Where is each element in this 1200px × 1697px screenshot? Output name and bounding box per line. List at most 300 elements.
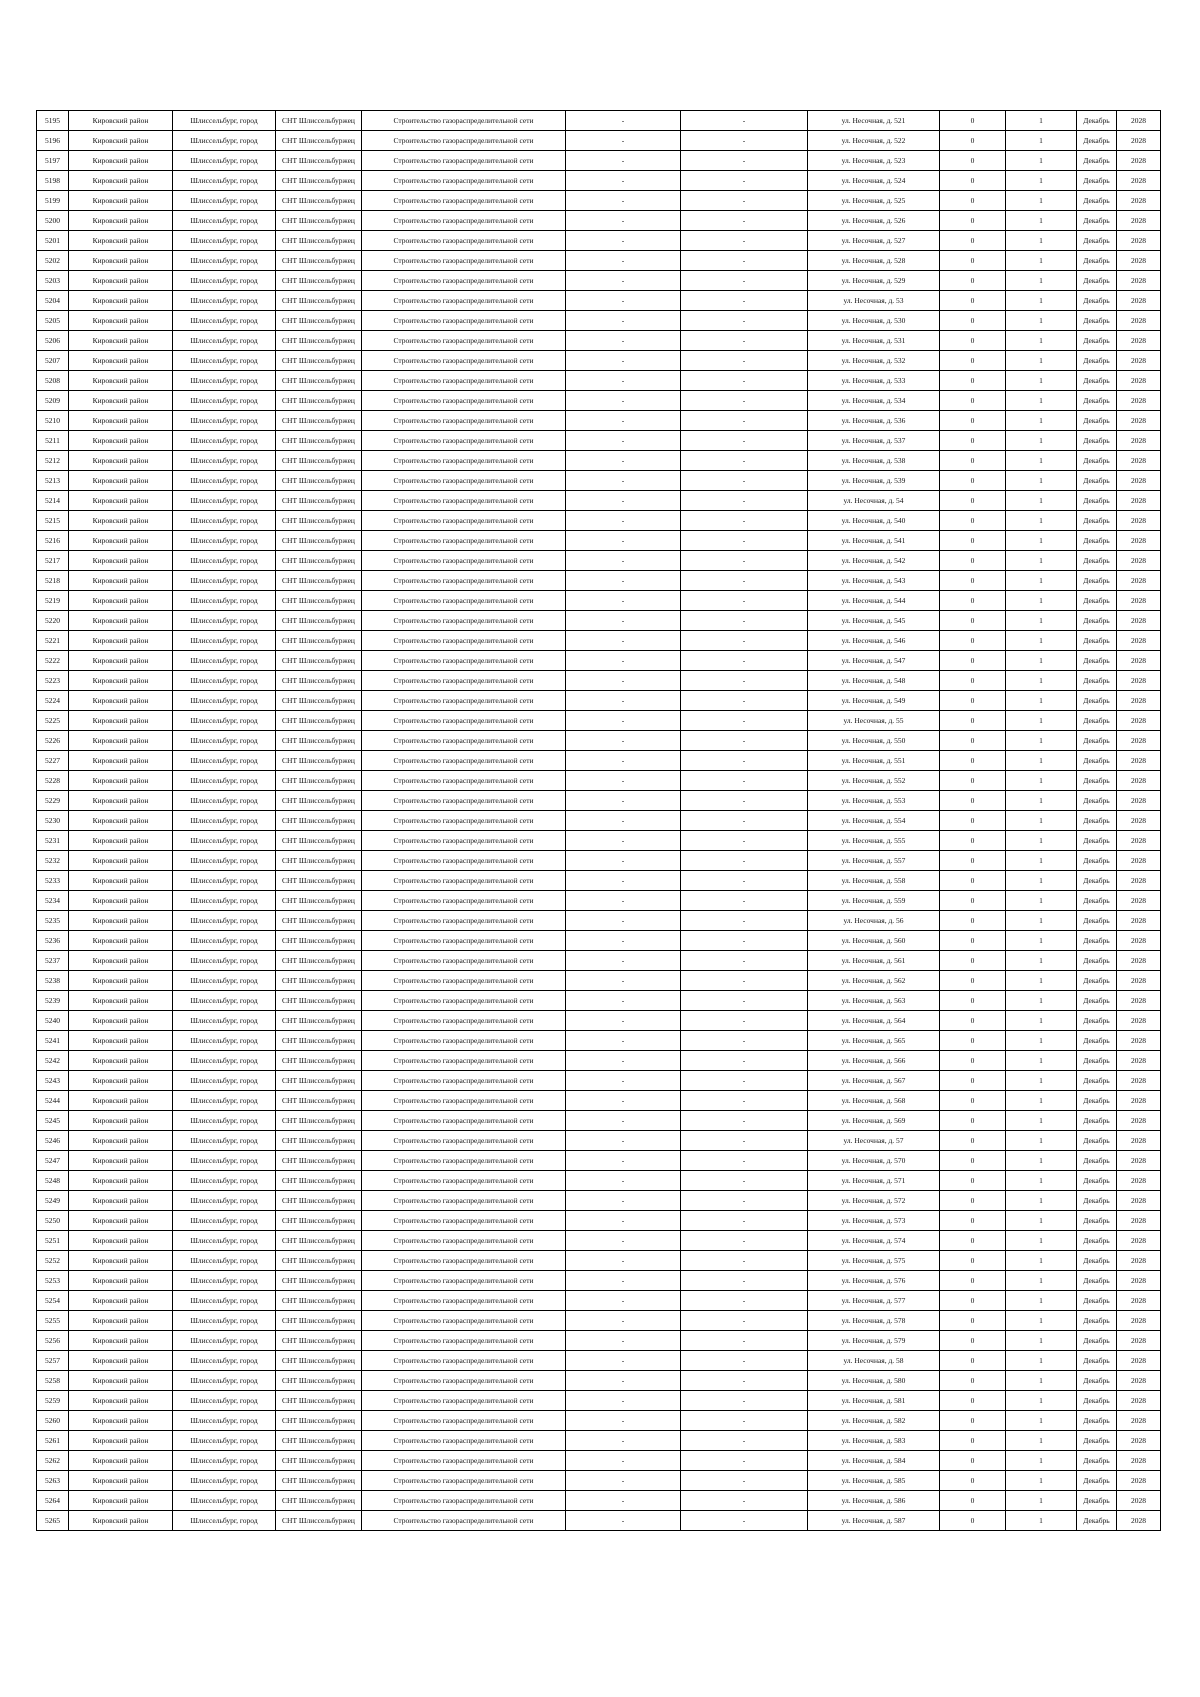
row-number-cell: 5263 bbox=[37, 1471, 69, 1491]
month-cell: Декабрь bbox=[1077, 1251, 1117, 1271]
month-cell: Декабрь bbox=[1077, 1151, 1117, 1171]
locality-cell: Шлиссельбург, город bbox=[173, 191, 276, 211]
column-6-cell: - bbox=[566, 511, 681, 531]
row-number-cell: 5214 bbox=[37, 491, 69, 511]
work-type-cell: Строительство газораспределительной сети bbox=[362, 731, 566, 751]
table-row bbox=[37, 1511, 1161, 1531]
column-6-cell: - bbox=[566, 451, 681, 471]
address-cell: ул. Несочная, д. 561 bbox=[808, 951, 940, 971]
table-row bbox=[37, 1151, 1161, 1171]
column-7-cell: - bbox=[681, 811, 808, 831]
column-10-cell: 1 bbox=[1006, 1231, 1077, 1251]
work-type-cell: Строительство газораспределительной сети bbox=[362, 651, 566, 671]
table-row bbox=[37, 231, 1161, 251]
row-number-cell: 5244 bbox=[37, 1091, 69, 1111]
address-cell: ул. Несочная, д. 551 bbox=[808, 751, 940, 771]
address-cell: ул. Несочная, д. 575 bbox=[808, 1251, 940, 1271]
table-body bbox=[37, 111, 1161, 1531]
address-cell: ул. Несочная, д. 55 bbox=[808, 711, 940, 731]
column-7-cell: - bbox=[681, 211, 808, 231]
column-7-cell: - bbox=[681, 1351, 808, 1371]
month-cell: Декабрь bbox=[1077, 391, 1117, 411]
year-cell: 2028 bbox=[1117, 171, 1161, 191]
district-cell: Кировский район bbox=[69, 211, 173, 231]
table-row bbox=[37, 871, 1161, 891]
column-10-cell: 1 bbox=[1006, 871, 1077, 891]
year-cell: 2028 bbox=[1117, 1271, 1161, 1291]
year-cell: 2028 bbox=[1117, 1191, 1161, 1211]
year-cell: 2028 bbox=[1117, 351, 1161, 371]
column-10-cell: 1 bbox=[1006, 851, 1077, 871]
work-type-cell: Строительство газораспределительной сети bbox=[362, 1131, 566, 1151]
column-10-cell: 1 bbox=[1006, 971, 1077, 991]
column-6-cell: - bbox=[566, 171, 681, 191]
address-cell: ул. Несочная, д. 521 bbox=[808, 111, 940, 131]
work-type-cell: Строительство газораспределительной сети bbox=[362, 431, 566, 451]
year-cell: 2028 bbox=[1117, 391, 1161, 411]
row-number-cell: 5222 bbox=[37, 651, 69, 671]
column-10-cell: 1 bbox=[1006, 1251, 1077, 1271]
column-10-cell: 1 bbox=[1006, 1071, 1077, 1091]
locality-cell: Шлиссельбург, город bbox=[173, 511, 276, 531]
column-10-cell: 1 bbox=[1006, 311, 1077, 331]
month-cell: Декабрь bbox=[1077, 751, 1117, 771]
column-7-cell: - bbox=[681, 951, 808, 971]
table-row bbox=[37, 551, 1161, 571]
column-9-cell: 0 bbox=[940, 751, 1006, 771]
address-cell: ул. Несочная, д. 580 bbox=[808, 1371, 940, 1391]
month-cell: Декабрь bbox=[1077, 411, 1117, 431]
work-type-cell: Строительство газораспределительной сети bbox=[362, 691, 566, 711]
owner-cell: СНТ Шлиссельбуржец bbox=[276, 651, 362, 671]
year-cell: 2028 bbox=[1117, 811, 1161, 831]
district-cell: Кировский район bbox=[69, 531, 173, 551]
locality-cell: Шлиссельбург, город bbox=[173, 1071, 276, 1091]
column-9-cell: 0 bbox=[940, 711, 1006, 731]
address-cell: ул. Несочная, д. 540 bbox=[808, 511, 940, 531]
district-cell: Кировский район bbox=[69, 1511, 173, 1531]
table-row bbox=[37, 811, 1161, 831]
table-row bbox=[37, 1371, 1161, 1391]
district-cell: Кировский район bbox=[69, 1391, 173, 1411]
address-cell: ул. Несочная, д. 572 bbox=[808, 1191, 940, 1211]
owner-cell: СНТ Шлиссельбуржец bbox=[276, 1231, 362, 1251]
column-10-cell: 1 bbox=[1006, 531, 1077, 551]
owner-cell: СНТ Шлиссельбуржец bbox=[276, 1351, 362, 1371]
month-cell: Декабрь bbox=[1077, 1471, 1117, 1491]
year-cell: 2028 bbox=[1117, 211, 1161, 231]
column-10-cell: 1 bbox=[1006, 1131, 1077, 1151]
year-cell: 2028 bbox=[1117, 1411, 1161, 1431]
district-cell: Кировский район bbox=[69, 771, 173, 791]
column-10-cell: 1 bbox=[1006, 511, 1077, 531]
column-9-cell: 0 bbox=[940, 871, 1006, 891]
row-number-cell: 5197 bbox=[37, 151, 69, 171]
column-10-cell: 1 bbox=[1006, 1371, 1077, 1391]
address-cell: ул. Несочная, д. 560 bbox=[808, 931, 940, 951]
district-cell: Кировский район bbox=[69, 1051, 173, 1071]
owner-cell: СНТ Шлиссельбуржец bbox=[276, 211, 362, 231]
table-row bbox=[37, 1471, 1161, 1491]
column-10-cell: 1 bbox=[1006, 351, 1077, 371]
column-10-cell: 1 bbox=[1006, 1051, 1077, 1071]
district-cell: Кировский район bbox=[69, 111, 173, 131]
column-7-cell: - bbox=[681, 331, 808, 351]
column-7-cell: - bbox=[681, 791, 808, 811]
address-cell: ул. Несочная, д. 526 bbox=[808, 211, 940, 231]
column-6-cell: - bbox=[566, 831, 681, 851]
address-cell: ул. Несочная, д. 584 bbox=[808, 1451, 940, 1471]
district-cell: Кировский район bbox=[69, 351, 173, 371]
work-type-cell: Строительство газораспределительной сети bbox=[362, 1511, 566, 1531]
year-cell: 2028 bbox=[1117, 551, 1161, 571]
owner-cell: СНТ Шлиссельбуржец bbox=[276, 111, 362, 131]
row-number-cell: 5262 bbox=[37, 1451, 69, 1471]
table-row bbox=[37, 1051, 1161, 1071]
work-type-cell: Строительство газораспределительной сети bbox=[362, 671, 566, 691]
column-6-cell: - bbox=[566, 1171, 681, 1191]
district-cell: Кировский район bbox=[69, 1371, 173, 1391]
district-cell: Кировский район bbox=[69, 231, 173, 251]
year-cell: 2028 bbox=[1117, 1431, 1161, 1451]
month-cell: Декабрь bbox=[1077, 771, 1117, 791]
locality-cell: Шлиссельбург, город bbox=[173, 1451, 276, 1471]
column-7-cell: - bbox=[681, 1371, 808, 1391]
row-number-cell: 5247 bbox=[37, 1151, 69, 1171]
column-6-cell: - bbox=[566, 811, 681, 831]
column-7-cell: - bbox=[681, 571, 808, 591]
year-cell: 2028 bbox=[1117, 1311, 1161, 1331]
table-row bbox=[37, 771, 1161, 791]
owner-cell: СНТ Шлиссельбуржец bbox=[276, 151, 362, 171]
table-row bbox=[37, 1251, 1161, 1271]
column-10-cell: 1 bbox=[1006, 1311, 1077, 1331]
month-cell: Декабрь bbox=[1077, 191, 1117, 211]
owner-cell: СНТ Шлиссельбуржец bbox=[276, 251, 362, 271]
address-cell: ул. Несочная, д. 585 bbox=[808, 1471, 940, 1491]
district-cell: Кировский район bbox=[69, 1131, 173, 1151]
address-cell: ул. Несочная, д. 557 bbox=[808, 851, 940, 871]
column-6-cell: - bbox=[566, 1011, 681, 1031]
owner-cell: СНТ Шлиссельбуржец bbox=[276, 1371, 362, 1391]
table-row bbox=[37, 731, 1161, 751]
year-cell: 2028 bbox=[1117, 671, 1161, 691]
work-type-cell: Строительство газораспределительной сети bbox=[362, 911, 566, 931]
locality-cell: Шлиссельбург, город bbox=[173, 1351, 276, 1371]
table-row bbox=[37, 1351, 1161, 1371]
locality-cell: Шлиссельбург, город bbox=[173, 251, 276, 271]
row-number-cell: 5216 bbox=[37, 531, 69, 551]
locality-cell: Шлиссельбург, город bbox=[173, 951, 276, 971]
column-10-cell: 1 bbox=[1006, 471, 1077, 491]
column-6-cell: - bbox=[566, 591, 681, 611]
locality-cell: Шлиссельбург, город bbox=[173, 1391, 276, 1411]
column-9-cell: 0 bbox=[940, 131, 1006, 151]
district-cell: Кировский район bbox=[69, 1231, 173, 1251]
address-cell: ул. Несочная, д. 543 bbox=[808, 571, 940, 591]
owner-cell: СНТ Шлиссельбуржец bbox=[276, 331, 362, 351]
district-cell: Кировский район bbox=[69, 731, 173, 751]
owner-cell: СНТ Шлиссельбуржец bbox=[276, 1171, 362, 1191]
district-cell: Кировский район bbox=[69, 671, 173, 691]
district-cell: Кировский район bbox=[69, 491, 173, 511]
row-number-cell: 5264 bbox=[37, 1491, 69, 1511]
row-number-cell: 5217 bbox=[37, 551, 69, 571]
table-row bbox=[37, 491, 1161, 511]
column-6-cell: - bbox=[566, 151, 681, 171]
year-cell: 2028 bbox=[1117, 631, 1161, 651]
work-type-cell: Строительство газораспределительной сети bbox=[362, 331, 566, 351]
district-cell: Кировский район bbox=[69, 1311, 173, 1331]
address-cell: ул. Несочная, д. 542 bbox=[808, 551, 940, 571]
row-number-cell: 5224 bbox=[37, 691, 69, 711]
locality-cell: Шлиссельбург, город bbox=[173, 291, 276, 311]
column-10-cell: 1 bbox=[1006, 1431, 1077, 1451]
work-type-cell: Строительство газораспределительной сети bbox=[362, 111, 566, 131]
year-cell: 2028 bbox=[1117, 371, 1161, 391]
table-row bbox=[37, 1011, 1161, 1031]
column-6-cell: - bbox=[566, 431, 681, 451]
column-9-cell: 0 bbox=[940, 211, 1006, 231]
work-type-cell: Строительство газораспределительной сети bbox=[362, 631, 566, 651]
row-number-cell: 5221 bbox=[37, 631, 69, 651]
column-7-cell: - bbox=[681, 351, 808, 371]
column-7-cell: - bbox=[681, 1451, 808, 1471]
row-number-cell: 5233 bbox=[37, 871, 69, 891]
column-6-cell: - bbox=[566, 711, 681, 731]
year-cell: 2028 bbox=[1117, 891, 1161, 911]
locality-cell: Шлиссельбург, город bbox=[173, 391, 276, 411]
address-cell: ул. Несочная, д. 583 bbox=[808, 1431, 940, 1451]
district-cell: Кировский район bbox=[69, 751, 173, 771]
work-type-cell: Строительство газораспределительной сети bbox=[362, 251, 566, 271]
locality-cell: Шлиссельбург, город bbox=[173, 1291, 276, 1311]
month-cell: Декабрь bbox=[1077, 1411, 1117, 1431]
address-cell: ул. Несочная, д. 565 bbox=[808, 1031, 940, 1051]
table-row bbox=[37, 831, 1161, 851]
column-7-cell: - bbox=[681, 271, 808, 291]
owner-cell: СНТ Шлиссельбуржец bbox=[276, 231, 362, 251]
address-cell: ул. Несочная, д. 571 bbox=[808, 1171, 940, 1191]
work-type-cell: Строительство газораспределительной сети bbox=[362, 271, 566, 291]
work-type-cell: Строительство газораспределительной сети bbox=[362, 1451, 566, 1471]
district-cell: Кировский район bbox=[69, 431, 173, 451]
column-7-cell: - bbox=[681, 851, 808, 871]
column-10-cell: 1 bbox=[1006, 1511, 1077, 1531]
district-cell: Кировский район bbox=[69, 1351, 173, 1371]
owner-cell: СНТ Шлиссельбуржец bbox=[276, 431, 362, 451]
year-cell: 2028 bbox=[1117, 591, 1161, 611]
column-9-cell: 0 bbox=[940, 151, 1006, 171]
column-9-cell: 0 bbox=[940, 691, 1006, 711]
owner-cell: СНТ Шлиссельбуржец bbox=[276, 1251, 362, 1271]
column-6-cell: - bbox=[566, 1111, 681, 1131]
column-7-cell: - bbox=[681, 611, 808, 631]
month-cell: Декабрь bbox=[1077, 311, 1117, 331]
table-row bbox=[37, 571, 1161, 591]
row-number-cell: 5198 bbox=[37, 171, 69, 191]
locality-cell: Шлиссельбург, город bbox=[173, 631, 276, 651]
locality-cell: Шлиссельбург, город bbox=[173, 971, 276, 991]
row-number-cell: 5230 bbox=[37, 811, 69, 831]
address-cell: ул. Несочная, д. 563 bbox=[808, 991, 940, 1011]
month-cell: Декабрь bbox=[1077, 1031, 1117, 1051]
column-10-cell: 1 bbox=[1006, 651, 1077, 671]
address-cell: ул. Несочная, д. 546 bbox=[808, 631, 940, 651]
table-row bbox=[37, 1271, 1161, 1291]
locality-cell: Шлиссельбург, город bbox=[173, 1491, 276, 1511]
work-type-cell: Строительство газораспределительной сети bbox=[362, 971, 566, 991]
column-6-cell: - bbox=[566, 951, 681, 971]
address-cell: ул. Несочная, д. 58 bbox=[808, 1351, 940, 1371]
column-9-cell: 0 bbox=[940, 1211, 1006, 1231]
address-cell: ул. Несочная, д. 553 bbox=[808, 791, 940, 811]
gas-network-table bbox=[36, 110, 1161, 1531]
column-7-cell: - bbox=[681, 871, 808, 891]
work-type-cell: Строительство газораспределительной сети bbox=[362, 1071, 566, 1091]
column-6-cell: - bbox=[566, 771, 681, 791]
locality-cell: Шлиссельбург, город bbox=[173, 791, 276, 811]
column-7-cell: - bbox=[681, 131, 808, 151]
month-cell: Декабрь bbox=[1077, 991, 1117, 1011]
column-7-cell: - bbox=[681, 511, 808, 531]
owner-cell: СНТ Шлиссельбуржец bbox=[276, 1031, 362, 1051]
column-7-cell: - bbox=[681, 1391, 808, 1411]
work-type-cell: Строительство газораспределительной сети bbox=[362, 1251, 566, 1271]
month-cell: Декабрь bbox=[1077, 891, 1117, 911]
year-cell: 2028 bbox=[1117, 991, 1161, 1011]
work-type-cell: Строительство газораспределительной сети bbox=[362, 411, 566, 431]
district-cell: Кировский район bbox=[69, 991, 173, 1011]
month-cell: Декабрь bbox=[1077, 951, 1117, 971]
work-type-cell: Строительство газораспределительной сети bbox=[362, 1291, 566, 1311]
column-6-cell: - bbox=[566, 1331, 681, 1351]
table-row bbox=[37, 511, 1161, 531]
month-cell: Декабрь bbox=[1077, 1291, 1117, 1311]
address-cell: ул. Несочная, д. 576 bbox=[808, 1271, 940, 1291]
district-cell: Кировский район bbox=[69, 1291, 173, 1311]
column-7-cell: - bbox=[681, 251, 808, 271]
month-cell: Декабрь bbox=[1077, 1391, 1117, 1411]
district-cell: Кировский район bbox=[69, 1151, 173, 1171]
table-row bbox=[37, 131, 1161, 151]
owner-cell: СНТ Шлиссельбуржец bbox=[276, 351, 362, 371]
row-number-cell: 5248 bbox=[37, 1171, 69, 1191]
owner-cell: СНТ Шлиссельбуржец bbox=[276, 971, 362, 991]
month-cell: Декабрь bbox=[1077, 451, 1117, 471]
table-row bbox=[37, 1311, 1161, 1331]
district-cell: Кировский район bbox=[69, 931, 173, 951]
address-cell: ул. Несочная, д. 558 bbox=[808, 871, 940, 891]
column-10-cell: 1 bbox=[1006, 271, 1077, 291]
month-cell: Декабрь bbox=[1077, 831, 1117, 851]
locality-cell: Шлиссельбург, город bbox=[173, 1131, 276, 1151]
column-6-cell: - bbox=[566, 531, 681, 551]
column-7-cell: - bbox=[681, 1431, 808, 1451]
column-9-cell: 0 bbox=[940, 1051, 1006, 1071]
table-row bbox=[37, 671, 1161, 691]
year-cell: 2028 bbox=[1117, 1291, 1161, 1311]
column-9-cell: 0 bbox=[940, 291, 1006, 311]
year-cell: 2028 bbox=[1117, 571, 1161, 591]
column-9-cell: 0 bbox=[940, 631, 1006, 651]
column-6-cell: - bbox=[566, 651, 681, 671]
work-type-cell: Строительство газораспределительной сети bbox=[362, 571, 566, 591]
locality-cell: Шлиссельбург, город bbox=[173, 451, 276, 471]
column-9-cell: 0 bbox=[940, 991, 1006, 1011]
table-row bbox=[37, 951, 1161, 971]
table-row bbox=[37, 1451, 1161, 1471]
row-number-cell: 5265 bbox=[37, 1511, 69, 1531]
address-cell: ул. Несочная, д. 586 bbox=[808, 1491, 940, 1511]
column-10-cell: 1 bbox=[1006, 451, 1077, 471]
address-cell: ул. Несочная, д. 534 bbox=[808, 391, 940, 411]
locality-cell: Шлиссельбург, город bbox=[173, 231, 276, 251]
column-7-cell: - bbox=[681, 1471, 808, 1491]
year-cell: 2028 bbox=[1117, 271, 1161, 291]
column-6-cell: - bbox=[566, 1031, 681, 1051]
table-row bbox=[37, 1391, 1161, 1411]
column-7-cell: - bbox=[681, 831, 808, 851]
column-6-cell: - bbox=[566, 1411, 681, 1431]
district-cell: Кировский район bbox=[69, 1171, 173, 1191]
row-number-cell: 5207 bbox=[37, 351, 69, 371]
table-row bbox=[37, 651, 1161, 671]
month-cell: Декабрь bbox=[1077, 151, 1117, 171]
owner-cell: СНТ Шлиссельбуржец bbox=[276, 291, 362, 311]
column-6-cell: - bbox=[566, 291, 681, 311]
owner-cell: СНТ Шлиссельбуржец bbox=[276, 191, 362, 211]
column-10-cell: 1 bbox=[1006, 291, 1077, 311]
column-9-cell: 0 bbox=[940, 1111, 1006, 1131]
month-cell: Декабрь bbox=[1077, 631, 1117, 651]
row-number-cell: 5241 bbox=[37, 1031, 69, 1051]
column-10-cell: 1 bbox=[1006, 1351, 1077, 1371]
month-cell: Декабрь bbox=[1077, 291, 1117, 311]
district-cell: Кировский район bbox=[69, 1111, 173, 1131]
work-type-cell: Строительство газораспределительной сети bbox=[362, 531, 566, 551]
row-number-cell: 5211 bbox=[37, 431, 69, 451]
work-type-cell: Строительство газораспределительной сети bbox=[362, 711, 566, 731]
column-7-cell: - bbox=[681, 931, 808, 951]
district-cell: Кировский район bbox=[69, 791, 173, 811]
year-cell: 2028 bbox=[1117, 1171, 1161, 1191]
work-type-cell: Строительство газораспределительной сети bbox=[362, 771, 566, 791]
table-row bbox=[37, 371, 1161, 391]
row-number-cell: 5239 bbox=[37, 991, 69, 1011]
month-cell: Декабрь bbox=[1077, 471, 1117, 491]
district-cell: Кировский район bbox=[69, 1431, 173, 1451]
column-10-cell: 1 bbox=[1006, 811, 1077, 831]
column-9-cell: 0 bbox=[940, 511, 1006, 531]
locality-cell: Шлиссельбург, город bbox=[173, 1151, 276, 1171]
column-6-cell: - bbox=[566, 551, 681, 571]
column-9-cell: 0 bbox=[940, 951, 1006, 971]
column-10-cell: 1 bbox=[1006, 751, 1077, 771]
column-9-cell: 0 bbox=[940, 611, 1006, 631]
work-type-cell: Строительство газораспределительной сети bbox=[362, 1191, 566, 1211]
locality-cell: Шлиссельбург, город bbox=[173, 571, 276, 591]
owner-cell: СНТ Шлиссельбуржец bbox=[276, 1271, 362, 1291]
column-6-cell: - bbox=[566, 1191, 681, 1211]
year-cell: 2028 bbox=[1117, 951, 1161, 971]
column-9-cell: 0 bbox=[940, 1151, 1006, 1171]
work-type-cell: Строительство газораспределительной сети bbox=[362, 751, 566, 771]
column-10-cell: 1 bbox=[1006, 991, 1077, 1011]
column-10-cell: 1 bbox=[1006, 431, 1077, 451]
row-number-cell: 5256 bbox=[37, 1331, 69, 1351]
column-6-cell: - bbox=[566, 1311, 681, 1331]
